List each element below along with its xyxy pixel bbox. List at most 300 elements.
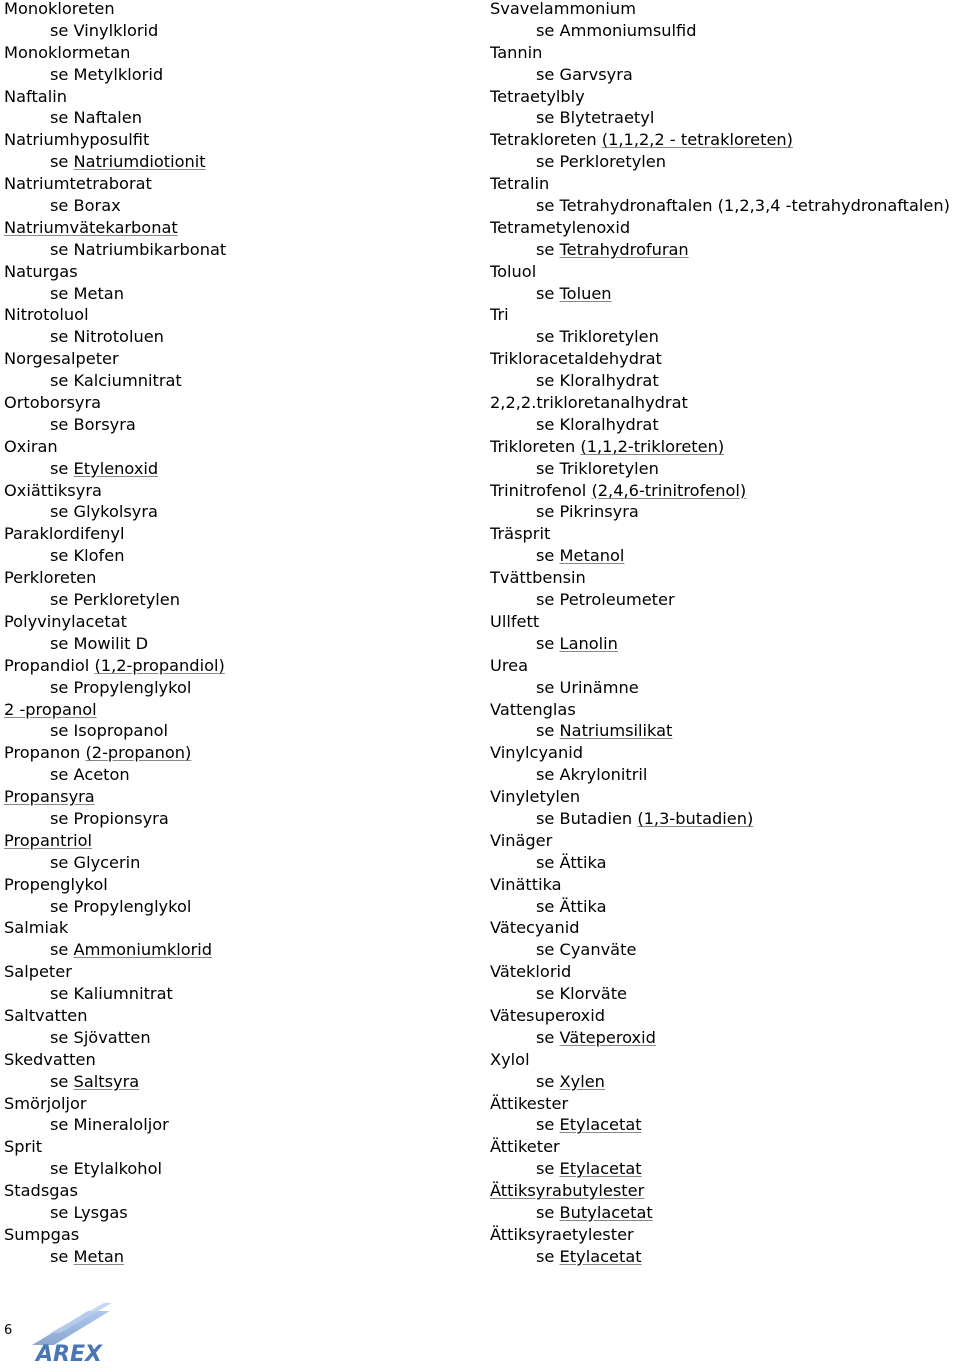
entry-term	[4, 1136, 474, 1158]
entry-see-reference	[490, 1114, 960, 1136]
entry-term	[490, 1049, 960, 1071]
entry-text: Vätecyanid	[490, 918, 580, 938]
glossary-entry	[4, 1005, 474, 1049]
glossary-entry	[490, 217, 960, 261]
entry-text: Monokloreten	[4, 0, 115, 18]
entry-term	[4, 129, 474, 151]
entry-see-reference	[490, 896, 960, 918]
reference-link[interactable]: Natriumsilikat	[559, 721, 673, 741]
entry-term	[490, 480, 960, 502]
glossary-entry	[4, 173, 474, 217]
glossary-entry	[4, 129, 474, 173]
entry-text: Väteklorid	[490, 962, 572, 982]
entry-term	[4, 42, 474, 64]
entry-text: se	[536, 546, 560, 566]
reference-link[interactable]: Etylacetat	[559, 1159, 642, 1179]
entry-text: Trikloracetaldehydrat	[490, 349, 662, 369]
glossary-entry	[490, 1093, 960, 1137]
entry-term	[490, 392, 960, 414]
entry-see-reference	[4, 808, 474, 830]
entry-see-reference	[490, 852, 960, 874]
entry-text: se	[50, 1246, 74, 1266]
entry-see-reference	[490, 64, 960, 86]
reference-link[interactable]: Propansyra	[4, 787, 95, 807]
entry-term	[490, 86, 960, 108]
entry-text: Vinylcyanid	[490, 743, 583, 763]
entry-text: Salpeter	[4, 962, 72, 982]
entry-term	[4, 655, 474, 677]
entry-text: Trikloreten	[490, 436, 581, 456]
entry-term	[490, 261, 960, 283]
reference-link[interactable]: Etylacetat	[559, 1115, 642, 1135]
reference-link[interactable]: Ammoniumklorid	[73, 940, 213, 960]
reference-link[interactable]: 2 -propanol	[4, 699, 97, 719]
entry-term	[490, 655, 960, 677]
entry-text: Stadsgas	[4, 1181, 78, 1201]
glossary-entry	[490, 392, 960, 436]
entry-text: Xylol	[490, 1049, 530, 1069]
entry-text: se Propylenglykol	[50, 896, 192, 916]
entry-text: Sumpgas	[4, 1224, 80, 1244]
entry-text: Träsprit	[490, 524, 551, 544]
reference-link[interactable]: Metanol	[559, 546, 625, 566]
entry-term	[4, 86, 474, 108]
glossary-entry	[490, 480, 960, 524]
reference-link[interactable]: Butylacetat	[559, 1202, 653, 1222]
entry-text: se Vinylklorid	[50, 20, 159, 40]
glossary-entry	[490, 742, 960, 786]
entry-text: Natriumtetraborat	[4, 174, 152, 194]
entry-text: se Natriumbikarbonat	[50, 239, 227, 259]
entry-text: Vinyletylen	[490, 787, 581, 807]
entry-term	[4, 480, 474, 502]
entry-text: se Perkloretylen	[536, 152, 667, 172]
entry-see-reference	[490, 1071, 960, 1093]
glossary-entry	[490, 261, 960, 305]
entry-text: se Ammoniumsulfid	[536, 20, 697, 40]
entry-text: se	[50, 940, 74, 960]
entry-term	[490, 917, 960, 939]
glossary-entry	[490, 523, 960, 567]
entry-text: Perkloreten	[4, 568, 97, 588]
entry-text: Natriumhyposulfit	[4, 130, 150, 150]
entry-see-reference	[4, 1114, 474, 1136]
entry-text: Skedvatten	[4, 1049, 96, 1069]
entry-see-reference	[490, 633, 960, 655]
entry-term	[490, 567, 960, 589]
entry-see-reference	[490, 326, 960, 348]
entry-term	[490, 348, 960, 370]
entry-term	[4, 917, 474, 939]
entry-term	[4, 261, 474, 283]
entry-term	[4, 392, 474, 414]
entry-text: se	[536, 283, 560, 303]
entry-see-reference	[4, 896, 474, 918]
entry-see-reference	[4, 633, 474, 655]
entry-see-reference	[490, 764, 960, 786]
entry-text: se	[536, 1246, 560, 1266]
entry-term	[4, 523, 474, 545]
entry-term	[4, 874, 474, 896]
entry-text: Oxiran	[4, 436, 58, 456]
entry-see-reference	[490, 501, 960, 523]
entry-see-reference	[4, 64, 474, 86]
entry-text: se	[536, 721, 560, 741]
entry-see-reference	[4, 677, 474, 699]
glossary-entry	[490, 655, 960, 699]
entry-text: se	[50, 152, 74, 172]
entry-text: Smörjoljor	[4, 1093, 87, 1113]
entry-text: Nitrotoluol	[4, 305, 89, 325]
entry-term	[4, 567, 474, 589]
entry-text: se Lysgas	[50, 1202, 128, 1222]
entry-see-reference	[490, 589, 960, 611]
glossary-entry	[4, 830, 474, 874]
entry-see-reference	[490, 983, 960, 1005]
entry-term	[490, 42, 960, 64]
glossary-entry	[4, 392, 474, 436]
entry-text: se Garvsyra	[536, 64, 633, 84]
entry-term	[4, 742, 474, 764]
glossary-left-column	[4, 0, 474, 1268]
reference-link[interactable]: Tetrahydrofuran	[559, 239, 689, 259]
glossary-entry	[490, 830, 960, 874]
glossary-entry	[4, 655, 474, 699]
entry-text: Polyvinylacetat	[4, 611, 127, 631]
entry-text: se Metylklorid	[50, 64, 164, 84]
entry-see-reference	[4, 1027, 474, 1049]
glossary-entry	[4, 567, 474, 611]
reference-link[interactable]: Xylen	[559, 1071, 605, 1091]
glossary-entry	[4, 348, 474, 392]
reference-link[interactable]: (1,3-butadien)	[637, 808, 754, 828]
entry-text: se Borsyra	[50, 414, 136, 434]
reference-link[interactable]: Saltsyra	[73, 1071, 140, 1091]
entry-text: Propandiol	[4, 655, 95, 675]
entry-text: Trinitrofenol	[490, 480, 592, 500]
glossary-entry	[490, 1005, 960, 1049]
entry-see-reference	[490, 20, 960, 42]
entry-text: se Trikloretylen	[536, 327, 659, 347]
entry-text: Toluol	[490, 261, 537, 281]
entry-term	[490, 173, 960, 195]
entry-see-reference	[490, 1027, 960, 1049]
entry-text: Tvättbensin	[490, 568, 586, 588]
entry-text: se Propionsyra	[50, 808, 169, 828]
reference-link[interactable]: Väteperoxid	[559, 1027, 656, 1047]
entry-text: Ullfett	[490, 611, 540, 631]
entry-see-reference	[4, 1202, 474, 1224]
entry-see-reference	[4, 458, 474, 480]
glossary-entry	[4, 436, 474, 480]
entry-text: Norgesalpeter	[4, 349, 119, 369]
page-number: 6	[4, 1323, 13, 1338]
entry-text: se	[536, 1027, 560, 1047]
entry-term	[490, 961, 960, 983]
entry-see-reference	[4, 939, 474, 961]
entry-term	[4, 611, 474, 633]
entry-text: Ättikester	[490, 1093, 569, 1113]
glossary-entry	[4, 304, 474, 348]
entry-text: se Trikloretylen	[536, 458, 659, 478]
entry-term	[4, 1224, 474, 1246]
entry-text: se	[536, 633, 560, 653]
entry-text: Vattenglas	[490, 699, 576, 719]
glossary-entry	[4, 699, 474, 743]
glossary-entry	[4, 217, 474, 261]
entry-see-reference	[4, 195, 474, 217]
entry-text: se Blytetraetyl	[536, 108, 655, 128]
entry-see-reference	[490, 195, 960, 217]
glossary-entry	[490, 304, 960, 348]
entry-term	[4, 436, 474, 458]
entry-text: Tetraetylbly	[490, 86, 585, 106]
glossary-entry	[4, 1180, 474, 1224]
entry-see-reference	[490, 151, 960, 173]
reference-link[interactable]: Natriumvätekarbonat	[4, 217, 178, 237]
glossary-entry	[490, 874, 960, 918]
entry-text: Vätesuperoxid	[490, 1005, 606, 1025]
glossary-entry	[4, 961, 474, 1005]
entry-text: se	[536, 1071, 560, 1091]
entry-text: Tetrakloreten	[490, 130, 602, 150]
entry-see-reference	[4, 151, 474, 173]
glossary-entry	[4, 786, 474, 830]
entry-term	[4, 173, 474, 195]
entry-text: se Urinämne	[536, 677, 639, 697]
entry-text: Naturgas	[4, 261, 78, 281]
entry-text: Saltvatten	[4, 1005, 88, 1025]
entry-see-reference	[490, 939, 960, 961]
entry-text: Tetrametylenoxid	[490, 217, 631, 237]
reference-link[interactable]: (2,4,6-trinitrofenol)	[591, 480, 747, 500]
entry-text: se Sjövatten	[50, 1027, 151, 1047]
entry-text: Svavelammonium	[490, 0, 636, 18]
glossary-entry	[4, 874, 474, 918]
reference-link[interactable]: Metan	[73, 1246, 124, 1266]
glossary-entry	[490, 1180, 960, 1224]
glossary-entry	[4, 917, 474, 961]
entry-text: Naftalin	[4, 86, 67, 106]
glossary-entry	[4, 1224, 474, 1268]
reference-link[interactable]: Etylenoxid	[73, 458, 159, 478]
entry-term	[490, 742, 960, 764]
entry-term	[4, 830, 474, 852]
glossary-entry	[490, 786, 960, 830]
entry-term	[490, 436, 960, 458]
glossary-entry	[490, 917, 960, 961]
entry-see-reference	[4, 1158, 474, 1180]
reference-link[interactable]: Natriumdiotionit	[73, 152, 206, 172]
entry-see-reference	[4, 283, 474, 305]
entry-text: se Perkloretylen	[50, 590, 181, 610]
entry-see-reference	[4, 764, 474, 786]
entry-text: se Mineraloljor	[50, 1115, 169, 1135]
entry-text: Tannin	[490, 42, 543, 62]
entry-text: se Kaliumnitrat	[50, 984, 173, 1004]
entry-text: se Mowilit D	[50, 633, 149, 653]
entry-text: Monoklormetan	[4, 42, 131, 62]
entry-see-reference	[4, 852, 474, 874]
entry-see-reference	[4, 501, 474, 523]
reference-link[interactable]: (1,1,2,2 - tetrakloreten)	[601, 130, 793, 150]
entry-text: se Petroleumeter	[536, 590, 675, 610]
entry-text: se Kalciumnitrat	[50, 371, 182, 391]
entry-term	[490, 874, 960, 896]
glossary-entry	[490, 129, 960, 173]
glossary-entry	[490, 699, 960, 743]
entry-text: se Klofen	[50, 546, 125, 566]
entry-see-reference	[490, 283, 960, 305]
entry-text: Ortoborsyra	[4, 393, 102, 413]
entry-see-reference	[490, 808, 960, 830]
glossary-entry	[490, 1049, 960, 1093]
entry-text: 2,2,2.trikloretanalhydrat	[490, 393, 688, 413]
entry-term	[490, 699, 960, 721]
reference-link[interactable]: Lanolin	[559, 633, 618, 653]
entry-see-reference	[4, 720, 474, 742]
reference-link[interactable]: Propantriol	[4, 830, 93, 850]
entry-see-reference	[4, 326, 474, 348]
entry-term	[490, 217, 960, 239]
reference-link[interactable]: Etylacetat	[559, 1246, 642, 1266]
entry-term	[490, 1136, 960, 1158]
entry-term	[490, 830, 960, 852]
entry-text: se Butadien	[536, 808, 638, 828]
entry-see-reference	[490, 1202, 960, 1224]
glossary-entry	[4, 1093, 474, 1137]
entry-text: se	[536, 1202, 560, 1222]
glossary-right-column	[490, 0, 960, 1268]
entry-text: Oxiättiksyra	[4, 480, 102, 500]
entry-text: Propenglykol	[4, 874, 108, 894]
entry-text: Ättiketer	[490, 1137, 560, 1157]
entry-text: Vinäger	[490, 830, 553, 850]
entry-term	[4, 0, 474, 20]
entry-text: Tetralin	[490, 174, 550, 194]
glossary-entry	[4, 261, 474, 305]
entry-text: Sprit	[4, 1137, 43, 1157]
entry-text: Salmiak	[4, 918, 69, 938]
entry-term	[490, 0, 960, 20]
glossary-entry	[4, 742, 474, 786]
entry-text: Propanon	[4, 743, 86, 763]
glossary-entry	[4, 1136, 474, 1180]
entry-see-reference	[4, 1071, 474, 1093]
entry-text: Ättiksyraetylester	[490, 1224, 634, 1244]
entry-see-reference	[490, 1158, 960, 1180]
svg-text:AREX: AREX	[36, 1342, 102, 1365]
entry-term	[4, 961, 474, 983]
entry-see-reference	[490, 414, 960, 436]
glossary-entry	[4, 86, 474, 130]
entry-text: se Borax	[50, 196, 121, 216]
entry-term	[490, 304, 960, 326]
entry-term	[4, 1180, 474, 1202]
entry-see-reference	[4, 414, 474, 436]
glossary-entry	[490, 611, 960, 655]
glossary-entry	[4, 1049, 474, 1093]
entry-term	[490, 523, 960, 545]
entry-term	[490, 1005, 960, 1027]
entry-see-reference	[490, 545, 960, 567]
entry-text: se Aceton	[50, 765, 130, 785]
glossary-entry	[490, 1224, 960, 1268]
entry-see-reference	[490, 370, 960, 392]
entry-text: se Ättika	[536, 852, 607, 872]
entry-text: se Glykolsyra	[50, 502, 158, 522]
entry-term	[4, 217, 474, 239]
entry-text: se Naftalen	[50, 108, 142, 128]
entry-term	[490, 611, 960, 633]
entry-term	[4, 699, 474, 721]
entry-see-reference	[4, 545, 474, 567]
reference-link[interactable]: (1,2-propandiol)	[94, 655, 225, 675]
entry-text: Vinättika	[490, 874, 562, 894]
reference-link[interactable]: Toluen	[559, 283, 612, 303]
entry-text: se	[536, 1115, 560, 1135]
glossary-entry	[490, 173, 960, 217]
entry-see-reference	[4, 20, 474, 42]
entry-text: se	[536, 239, 560, 259]
entry-see-reference	[490, 239, 960, 261]
entry-text: se Tetrahydronaftalen (1,2,3,4 -tetrahydronaftalen)	[536, 196, 950, 216]
entry-term	[490, 1224, 960, 1246]
reference-link[interactable]: Ättiksyrabutylester	[490, 1181, 645, 1201]
entry-text: se Glycerin	[50, 852, 141, 872]
entry-text: Paraklordifenyl	[4, 524, 125, 544]
entry-see-reference	[4, 983, 474, 1005]
entry-see-reference	[490, 677, 960, 699]
glossary-entry	[4, 480, 474, 524]
entry-term	[4, 1005, 474, 1027]
entry-see-reference	[490, 107, 960, 129]
entry-term	[4, 304, 474, 326]
glossary-entry	[4, 611, 474, 655]
entry-text: se Etylalkohol	[50, 1159, 162, 1179]
glossary-entry	[490, 436, 960, 480]
glossary-entry	[490, 1136, 960, 1180]
entry-see-reference	[4, 239, 474, 261]
entry-see-reference	[4, 589, 474, 611]
reference-link[interactable]: (1,1,2-trikloreten)	[580, 436, 725, 456]
entry-see-reference	[4, 1246, 474, 1268]
entry-term	[4, 348, 474, 370]
reference-link[interactable]: (2-propanon)	[85, 743, 192, 763]
glossary-entry	[490, 86, 960, 130]
entry-see-reference	[4, 107, 474, 129]
entry-text: se Akrylonitril	[536, 765, 648, 785]
entry-text: se Propylenglykol	[50, 677, 192, 697]
entry-text: se	[50, 1071, 74, 1091]
entry-term	[4, 1093, 474, 1115]
glossary-entry	[490, 348, 960, 392]
glossary-entry	[4, 42, 474, 86]
glossary-entry	[490, 0, 960, 42]
entry-text: se Isopropanol	[50, 721, 168, 741]
entry-see-reference	[490, 720, 960, 742]
entry-text: se	[50, 458, 74, 478]
entry-text: Urea	[490, 655, 529, 675]
glossary-entry	[490, 961, 960, 1005]
entry-text: se Klorväte	[536, 984, 628, 1004]
entry-term	[490, 1093, 960, 1115]
entry-text: se Kloralhydrat	[536, 414, 659, 434]
glossary-entry	[4, 523, 474, 567]
company-logo	[30, 1303, 114, 1365]
entry-term	[4, 786, 474, 808]
entry-text: se Ättika	[536, 896, 607, 916]
